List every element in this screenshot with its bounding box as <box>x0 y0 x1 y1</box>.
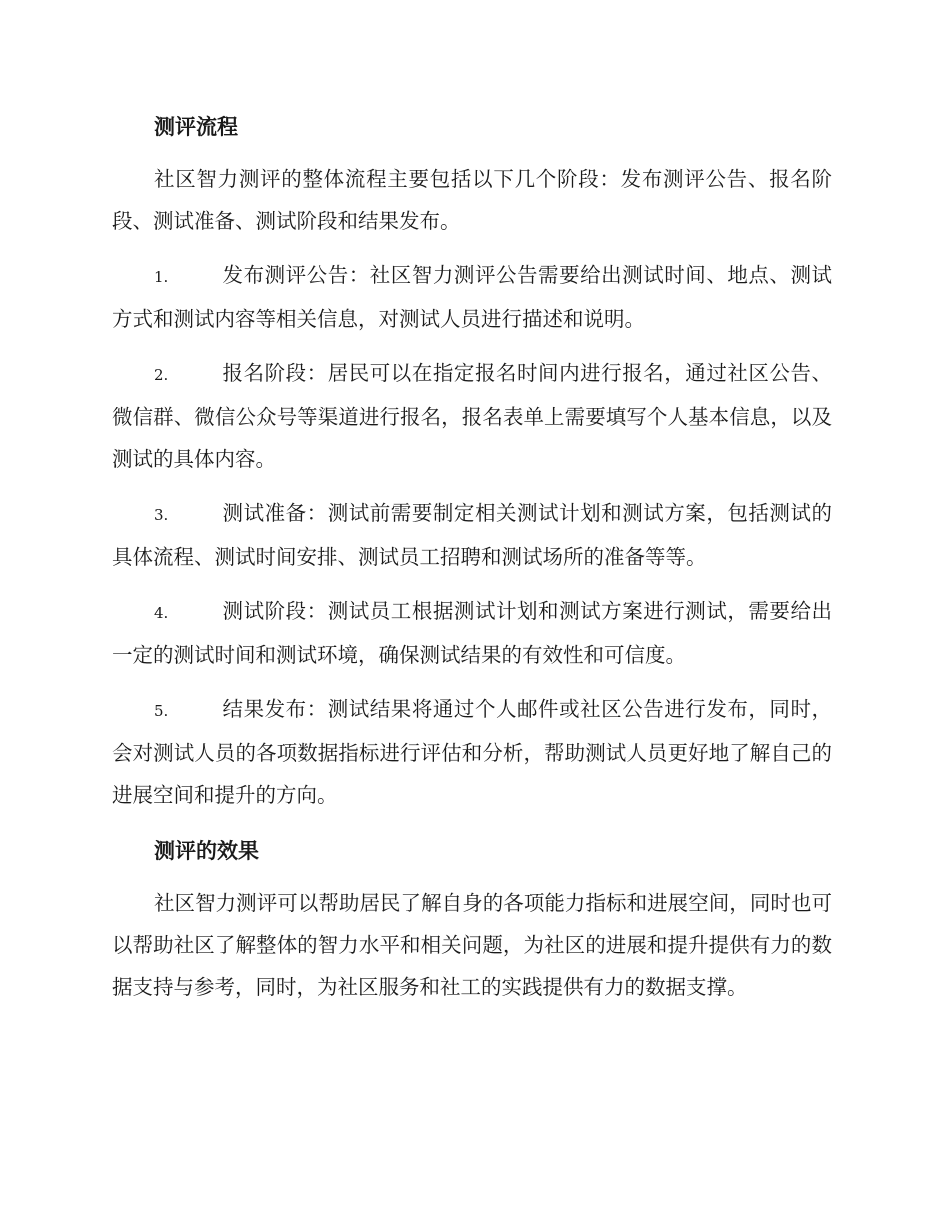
list-item-text: 测试准备：测试前需要制定相关测试计划和测试方案，包括测试的具体流程、测试时间安排、测试员工招聘和测试场所的准备等等。 <box>112 501 832 569</box>
effect-paragraph: 社区智力测评可以帮助居民了解自身的各项能力指标和进展空间，同时也可以帮助社区了解整体的智力水平和相关问题，为社区的进展和提升提供有力的数据支持与参考，同时，为社区服务和社工的实践提供有力的数据支撑。 <box>112 891 832 999</box>
list-item-1 <box>112 254 832 340</box>
list-item-text: 报名阶段：居民可以在指定报名时间内进行报名，通过社区公告、微信群、微信公众号等渠道进行报名，报名表单上需要填写个人基本信息，以及测试的具体内容。 <box>112 361 832 471</box>
document-page <box>112 104 832 1020</box>
list-item-text: 发布测评公告：社区智力测评公告需要给出测试时间、地点、测试方式和测试内容等相关信息，对测试人员进行描述和说明。 <box>112 263 832 331</box>
list-item-5 <box>112 688 832 816</box>
list-number: 2. <box>154 366 169 384</box>
process-intro-paragraph: 社区智力测评的整体流程主要包括以下几个阶段：发布测评公告、报名阶段、测试准备、测试阶段和结果发布。 <box>112 167 832 233</box>
list-item-2 <box>112 352 832 480</box>
list-item-text: 结果发布：测试结果将通过个人邮件或社区公告进行发布，同时，会对测试人员的各项数据指标进行评估和分析，帮助测试人员更好地了解自己的进展空间和提升的方向。 <box>112 697 832 807</box>
list-item-3 <box>112 492 832 578</box>
list-number: 3. <box>154 506 169 524</box>
section-heading-effect: 测评的效果 <box>154 838 259 863</box>
list-item-4 <box>112 590 832 676</box>
list-item-text: 测试阶段：测试员工根据测试计划和测试方案进行测试，需要给出一定的测试时间和测试环境，确保测试结果的有效性和可信度。 <box>112 599 832 667</box>
list-number: 1. <box>154 268 169 286</box>
list-number: 4. <box>154 604 169 622</box>
list-number: 5. <box>154 702 169 720</box>
section-heading-process: 测评流程 <box>154 114 238 139</box>
